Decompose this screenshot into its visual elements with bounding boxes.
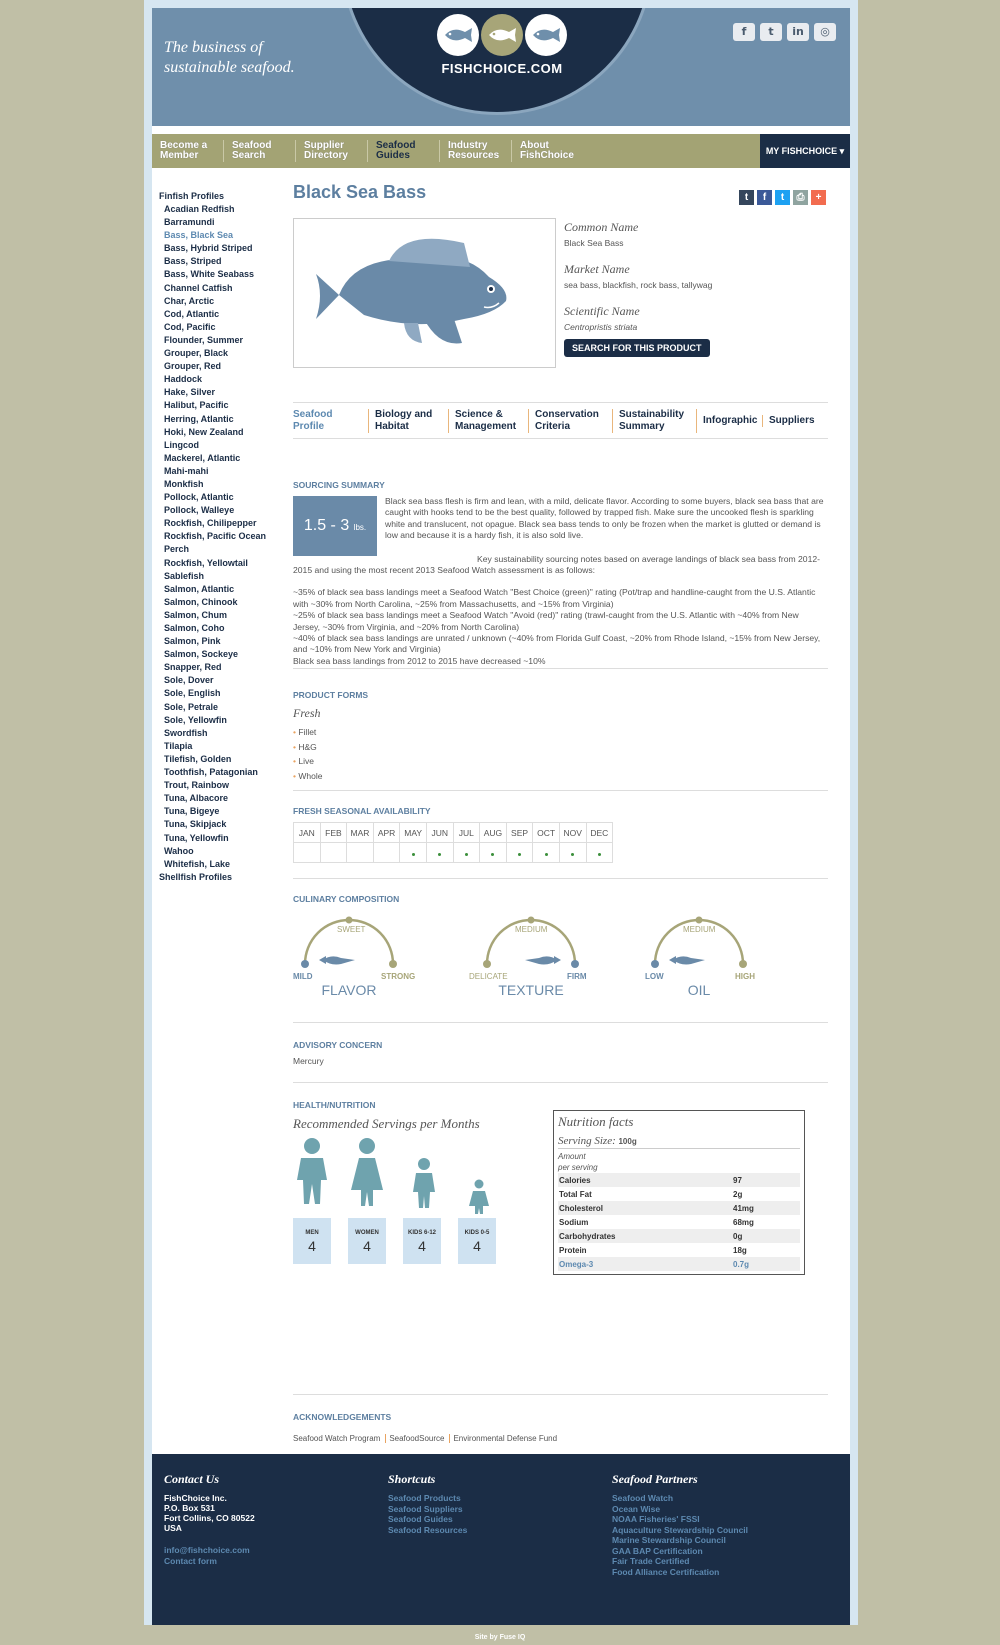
nutrition-row — [558, 1201, 800, 1215]
availability-cell — [373, 843, 400, 863]
sidebar-item[interactable]: Channel Catfish — [164, 282, 233, 293]
nutrient-value: 0g — [733, 1231, 743, 1241]
print-icon[interactable]: ⎙ — [793, 190, 808, 205]
sourcing-summary — [293, 480, 828, 667]
month-cell: OCT — [533, 823, 560, 843]
month-cell: APR — [373, 823, 400, 843]
month-cell: DEC — [586, 823, 613, 843]
nutrition-row — [558, 1173, 800, 1187]
partners-heading: Seafood Partners — [612, 1472, 698, 1486]
sidebar-shellfish-heading[interactable]: Shellfish Profiles — [159, 871, 233, 882]
share-bar — [739, 190, 826, 205]
nav-seafood-search[interactable]: Seafood Search — [224, 140, 296, 162]
availability-cell — [453, 843, 480, 863]
tab-sustainability-summary[interactable]: Sustainability Summary — [613, 409, 697, 433]
month-cell: MAR — [347, 823, 374, 843]
page — [152, 8, 850, 1625]
month-cell: FEB — [320, 823, 347, 843]
advisory-concern — [293, 1040, 828, 1066]
nutrient-name: Omega-3 — [559, 1259, 594, 1269]
month-cell: JAN — [294, 823, 321, 843]
sidebar-item[interactable]: Hoki, New Zealand — [164, 426, 244, 437]
culinary-heading: CULINARY COMPOSITION — [293, 894, 400, 904]
serving-women: WOMEN 4 — [348, 1218, 386, 1264]
sidebar-item[interactable]: Char, Arctic — [164, 295, 215, 306]
common-name-label: Common Name — [564, 220, 639, 234]
sidebar-item[interactable]: Barramundi — [164, 217, 215, 228]
servings-chart — [293, 1134, 533, 1264]
available-dot-icon — [412, 853, 415, 856]
page-title: Black Sea Bass — [293, 182, 427, 202]
sidebar-item[interactable]: Sole, Yellowfin — [164, 714, 227, 725]
sourcing-note1: ~35% of black sea bass landings meet a Seafood Watch "Best Choice (green)" rating (Pot/trap and handline-caught from the U.S. Atlantic with ~30% from North Carolina, ~25% from Massachusetts, and ~15% from Virginia) — [293, 587, 816, 609]
month-cell: NOV — [559, 823, 586, 843]
acknowledgements — [293, 1412, 828, 1446]
sourcing-heading: SOURCING SUMMARY — [293, 480, 385, 490]
availability-cell — [480, 843, 507, 863]
contact-heading: Contact Us — [164, 1472, 220, 1486]
per-serving-label: per serving — [558, 1163, 598, 1172]
amount-label: Amount — [558, 1152, 586, 1161]
sidebar-item[interactable]: Salmon, Chum — [164, 609, 228, 620]
nutrition-rows — [558, 1173, 800, 1271]
month-cell: JUL — [453, 823, 480, 843]
contact-form-link[interactable]: Contact form — [164, 1555, 217, 1566]
product-forms-subheading: Fresh — [293, 706, 321, 720]
texture-top-label: MEDIUM — [515, 925, 548, 934]
shortcut-link[interactable]: Seafood Products — [388, 1493, 461, 1503]
seasonal-heading: FRESH SEASONAL AVAILABILITY — [293, 806, 431, 816]
product-form-item: • H&G — [293, 740, 828, 755]
availability-cell — [320, 843, 347, 863]
oil-gauge — [643, 908, 793, 1008]
availability-cell — [347, 843, 374, 863]
nutrient-name: Calories — [559, 1175, 591, 1185]
shortcut-link[interactable]: Seafood Guides — [388, 1514, 453, 1524]
black-sea-bass-illustration — [294, 219, 555, 367]
shortcut-link[interactable]: Seafood Suppliers — [388, 1503, 463, 1514]
product-form-item: • Fillet — [293, 725, 828, 740]
availability-cell — [400, 843, 427, 863]
logo-text: FISHCHOICE.COM — [441, 61, 563, 76]
ack-item[interactable]: Environmental Defense Fund — [453, 1434, 558, 1443]
divider — [293, 790, 828, 791]
divider — [293, 878, 828, 879]
footer-contact — [164, 1472, 255, 1566]
tumblr-icon[interactable]: t — [739, 190, 754, 205]
availability-cell — [426, 843, 453, 863]
my-fishchoice-menu[interactable]: MY FISHCHOICE ▾ — [760, 134, 850, 168]
available-dot-icon — [571, 853, 574, 856]
nutrient-value: 18g — [733, 1245, 747, 1255]
scientific-name: Centropristis striata — [564, 322, 638, 332]
search-product-button[interactable]: SEARCH FOR THIS PRODUCT — [564, 339, 710, 357]
ack-item[interactable]: Seafood Watch Program — [293, 1434, 386, 1443]
sidebar-item[interactable]: Rockfish, Pacific Ocean — [164, 531, 267, 542]
sidebar-finfish-heading[interactable]: Finfish Profiles — [159, 191, 225, 201]
oil-right-label: HIGH — [735, 972, 755, 981]
serving-kids-0-5: KIDS 0-5 4 — [458, 1218, 496, 1264]
nutrient-name: Sodium — [559, 1217, 589, 1227]
nutrition-title: Nutrition facts — [558, 1114, 634, 1129]
partner-link[interactable]: Fair Trade Certified — [612, 1556, 690, 1566]
linkedin-icon[interactable]: in — [787, 23, 809, 41]
tab-conservation-criteria[interactable]: Conservation Criteria — [529, 409, 613, 433]
nav-seafood-guides[interactable]: Seafood Guides — [368, 140, 440, 162]
nutrient-name: Carbohydrates — [559, 1231, 616, 1241]
market-name: sea bass, blackfish, rock bass, tallywag — [564, 280, 713, 290]
texture-title: TEXTURE — [498, 982, 564, 998]
nutrition-row — [558, 1187, 800, 1201]
partner-link[interactable]: NOAA Fisheries' FSSI — [612, 1514, 700, 1524]
sourcing-note2: ~25% of black sea bass landings meet a Seafood Watch "Avoid (red)" rating (trawl-caught from the U.S. Atlantic with ~40% from New Jersey, ~30% from Virginia, and ~20% from North Carolina) — [293, 610, 799, 632]
sidebar-item[interactable]: Perch — [164, 544, 190, 555]
sidebar-item[interactable]: Mackerel, Atlantic — [164, 452, 241, 463]
sidebar-item[interactable]: Mahi-mahi — [164, 465, 209, 476]
email-link[interactable]: info@fishchoice.com — [164, 1545, 250, 1555]
sidebar-item[interactable]: Halibut, Pacific — [164, 400, 229, 411]
sidebar-item[interactable]: Toothfish, Patagonian — [164, 767, 258, 778]
fish-icon — [481, 14, 523, 56]
site-header — [152, 8, 850, 126]
divider — [293, 1082, 828, 1083]
tagline — [164, 38, 314, 78]
shortcuts-heading: Shortcuts — [388, 1472, 436, 1486]
tab-suppliers[interactable]: Suppliers — [769, 414, 815, 426]
month-cell: AUG — [480, 823, 507, 843]
month-cell: MAY — [400, 823, 427, 843]
partner-link[interactable]: Ocean Wise — [612, 1503, 661, 1514]
partner-link[interactable]: Aquaculture Stewardship Council — [612, 1524, 749, 1535]
sidebar-item[interactable]: Tuna, Skipjack — [164, 819, 227, 830]
tab-seafood-profile[interactable]: Seafood Profile — [293, 409, 369, 433]
sidebar-item[interactable]: Sole, English — [164, 688, 221, 699]
sidebar-item[interactable]: Whitefish, Lake — [164, 858, 231, 869]
sidebar-item[interactable]: Snapper, Red — [164, 662, 222, 673]
serving-size: Serving Size: 100g — [558, 1135, 800, 1149]
sidebar-item[interactable]: Monkfish — [164, 478, 204, 489]
sidebar-item[interactable]: Salmon, Sockeye — [164, 649, 239, 660]
sidebar-item[interactable]: Tilapia — [164, 740, 193, 751]
serving-kids-6-12: KIDS 6-12 4 — [403, 1218, 441, 1264]
nutrition-row — [558, 1229, 800, 1243]
nav-become-member[interactable]: Become a Member — [152, 140, 224, 162]
sidebar-item[interactable]: Cod, Atlantic — [164, 308, 220, 319]
scientific-name-label: Scientific Name — [564, 304, 640, 318]
fish-icon — [437, 14, 479, 56]
serving-men: MEN 4 — [293, 1218, 331, 1264]
product-form-item: • Whole — [293, 769, 828, 784]
health-nutrition — [293, 1100, 828, 1290]
sidebar-item[interactable]: Bass, Striped — [164, 256, 222, 267]
available-dot-icon — [491, 853, 494, 856]
site-credit[interactable]: Site by Fuse IQ — [474, 1634, 526, 1641]
available-dot-icon — [438, 853, 441, 856]
logo-fishes — [407, 14, 597, 56]
sourcing-note3: ~40% of black sea bass landings are unrated / unknown (~40% from Florida Gulf Coast, ~20% from Rhode Island, ~15% from New Jersey, and ~10% from New York and Virginia) — [293, 633, 821, 655]
culinary-composition — [293, 894, 828, 1006]
contact-line: Fort Collins, CO 80522 — [164, 1513, 255, 1523]
flavor-top-label: SWEET — [337, 925, 366, 934]
availability-cell — [294, 843, 321, 863]
sidebar-item[interactable]: Bass, Black Sea — [164, 230, 234, 241]
nutrition-facts — [553, 1110, 805, 1275]
twitter-icon[interactable]: t — [775, 190, 790, 205]
sidebar-item[interactable]: Bass, White Seabass — [164, 269, 255, 280]
texture-gauge — [469, 908, 625, 1008]
available-dot-icon — [598, 853, 601, 856]
nav-about[interactable]: About FishChoice — [520, 140, 574, 161]
nutrient-name: Protein — [559, 1245, 587, 1255]
market-name-label: Market Name — [564, 262, 630, 276]
product-form-item: • Live — [293, 754, 828, 769]
sidebar-item[interactable]: Hake, Silver — [164, 387, 216, 398]
sourcing-note4: Black sea bass landings from 2012 to 2015 have decreased ~10% — [293, 655, 546, 666]
month-cell: JUN — [426, 823, 453, 843]
contact-line: P.O. Box 531 — [164, 1503, 215, 1513]
month-table — [293, 822, 613, 863]
sidebar-item[interactable]: Salmon, Atlantic — [164, 583, 235, 594]
sidebar-item[interactable]: Sablefish — [164, 570, 205, 581]
tagline-line2: sustainable seafood. — [164, 59, 295, 76]
nutrient-value: 41mg — [733, 1203, 754, 1213]
sidebar-item[interactable]: Acadian Redfish — [164, 204, 235, 214]
divider — [293, 1394, 828, 1395]
sourcing-para2: Key sustainability sourcing notes based on average landings of black sea bass from 2012-2015 and using the most recent 2013 Seafood Watch assessment is as follows: — [293, 553, 820, 576]
health-heading: HEALTH/NUTRITION — [293, 1100, 376, 1110]
available-dot-icon — [518, 853, 521, 856]
sourcing-para1: Black sea bass flesh is firm and lean, with a mild, delicate flavor. According to some buyers, black sea bass that are caught with hooks tend to be the best quality, followed by trapped fish. Make sure the uncooked flesh is sparkling white and translucent, not opague. Black sea bass tends to only be frozen when the market is glutted or demand is low and because it is a hardy fish, it is also sold live. — [385, 496, 824, 541]
tab-science-management[interactable]: Science & Management — [449, 409, 529, 433]
weight-badge: 1.5 - 3 lbs. — [293, 496, 377, 556]
nutrition-row[interactable] — [558, 1257, 800, 1271]
sidebar-item[interactable]: Sole, Dover — [164, 675, 214, 686]
oil-top-label: MEDIUM — [683, 925, 716, 934]
nutrient-name: Cholesterol — [559, 1203, 604, 1213]
sidebar-item[interactable]: Lingcod — [164, 439, 199, 450]
partner-link[interactable]: Marine Stewardship Council — [612, 1535, 726, 1545]
seasonal-availability — [293, 806, 828, 863]
nutrient-name: Total Fat — [559, 1189, 592, 1199]
sidebar-item[interactable]: Pollock, Walleye — [164, 505, 235, 516]
flavor-title: FLAVOR — [321, 982, 377, 998]
sidebar-item[interactable]: Sole, Petrale — [164, 701, 219, 712]
month-cell: SEP — [506, 823, 533, 843]
site-logo[interactable] — [407, 14, 597, 76]
sidebar-item[interactable]: Tuna, Albacore — [164, 793, 229, 804]
availability-cell — [533, 843, 560, 863]
sidebar-item[interactable]: Tuna, Yellowfin — [164, 832, 229, 843]
availability-cell — [506, 843, 533, 863]
sidebar-list — [159, 203, 279, 871]
site-footer — [152, 1454, 850, 1625]
facebook-icon[interactable]: f — [757, 190, 772, 205]
contact-line: USA — [164, 1523, 182, 1533]
sidebar-item[interactable]: Cod, Pacific — [164, 321, 216, 332]
sidebar-item[interactable]: Rockfish, Yellowtail — [164, 557, 248, 568]
nutrient-value: 2g — [733, 1189, 743, 1199]
availability-cell — [559, 843, 586, 863]
sidebar-item[interactable]: Salmon, Coho — [164, 623, 225, 633]
species-sidebar — [159, 190, 279, 884]
partner-link[interactable]: Seafood Watch — [612, 1493, 674, 1503]
nutrition-row — [558, 1243, 800, 1257]
available-dot-icon — [465, 853, 468, 856]
sidebar-item[interactable]: Salmon, Chinook — [164, 596, 238, 607]
partner-link[interactable]: GAA BAP Certification — [612, 1545, 703, 1556]
sidebar-item[interactable]: Rockfish, Chilipepper — [164, 518, 257, 529]
texture-right-label: FIRM — [567, 972, 587, 981]
social-links — [733, 23, 836, 41]
main-nav — [152, 134, 850, 168]
instagram-icon[interactable]: ◎ — [814, 23, 836, 41]
add-share-icon[interactable]: + — [811, 190, 826, 205]
sidebar-item[interactable]: Pollock, Atlantic — [164, 492, 234, 503]
sidebar-item[interactable]: Salmon, Pink — [164, 636, 221, 647]
oil-left-label: LOW — [645, 972, 664, 981]
sidebar-item[interactable]: Haddock — [164, 374, 203, 385]
main-content — [293, 182, 828, 1443]
footer-partners — [612, 1472, 748, 1577]
contact-line: FishChoice Inc. — [164, 1493, 227, 1503]
flavor-right-label: STRONG — [381, 972, 416, 981]
sidebar-item[interactable]: Herring, Atlantic — [164, 413, 234, 424]
flavor-gauge — [293, 908, 443, 1008]
fish-icon — [525, 14, 567, 56]
divider — [293, 668, 828, 669]
partner-link[interactable]: Food Alliance Certification — [612, 1566, 720, 1577]
nutrient-value: 0.7g — [733, 1259, 750, 1269]
nutrient-value: 68mg — [733, 1217, 754, 1227]
common-name: Black Sea Bass — [564, 238, 624, 248]
nutrient-value: 97 — [733, 1175, 742, 1185]
divider — [293, 1022, 828, 1023]
ack-heading: ACKNOWLEDGEMENTS — [293, 1412, 392, 1422]
tab-infographic[interactable]: Infographic — [697, 415, 763, 427]
tagline-line1: The business of — [164, 39, 263, 56]
nav-supplier-directory[interactable]: Supplier Directory — [296, 140, 368, 162]
sidebar-item[interactable]: Grouper, Red — [164, 361, 222, 372]
facebook-icon[interactable]: f — [733, 23, 755, 41]
footer-shortcuts — [388, 1472, 467, 1535]
shortcut-link[interactable]: Seafood Resources — [388, 1524, 468, 1535]
sidebar-item[interactable]: Grouper, Black — [164, 348, 229, 359]
tab-biology-habitat[interactable]: Biology and Habitat — [369, 409, 449, 433]
advisory-heading: ADVISORY CONCERN — [293, 1040, 383, 1050]
nav-industry-resources[interactable]: Industry Resources — [440, 140, 512, 162]
nutrition-row — [558, 1215, 800, 1229]
sidebar-item[interactable]: Flounder, Summer — [164, 334, 244, 345]
ack-item[interactable]: SeafoodSource — [389, 1434, 450, 1443]
sidebar-item[interactable]: Bass, Hybrid Striped — [164, 243, 253, 254]
sidebar-item[interactable]: Tuna, Bigeye — [164, 806, 220, 817]
available-dot-icon — [545, 853, 548, 856]
fish-image — [293, 218, 556, 368]
product-forms-heading: PRODUCT FORMS — [293, 690, 369, 700]
oil-title: OIL — [687, 982, 711, 998]
texture-left-label: DELICATE — [469, 972, 508, 981]
sidebar-item[interactable]: Wahoo — [164, 845, 194, 856]
availability-cell — [586, 843, 613, 863]
servings-title: Recommended Servings per Months — [293, 1116, 480, 1131]
flavor-left-label: MILD — [293, 972, 313, 981]
product-forms — [293, 690, 828, 783]
twitter-icon[interactable]: t — [760, 23, 782, 41]
profile-tabs — [293, 402, 828, 439]
sidebar-item[interactable]: Trout, Rainbow — [164, 780, 229, 791]
advisory-value: Mercury — [293, 1056, 324, 1066]
sidebar-item[interactable]: Tilefish, Golden — [164, 753, 232, 764]
product-names — [564, 218, 824, 346]
sidebar-item[interactable]: Swordfish — [164, 727, 208, 738]
